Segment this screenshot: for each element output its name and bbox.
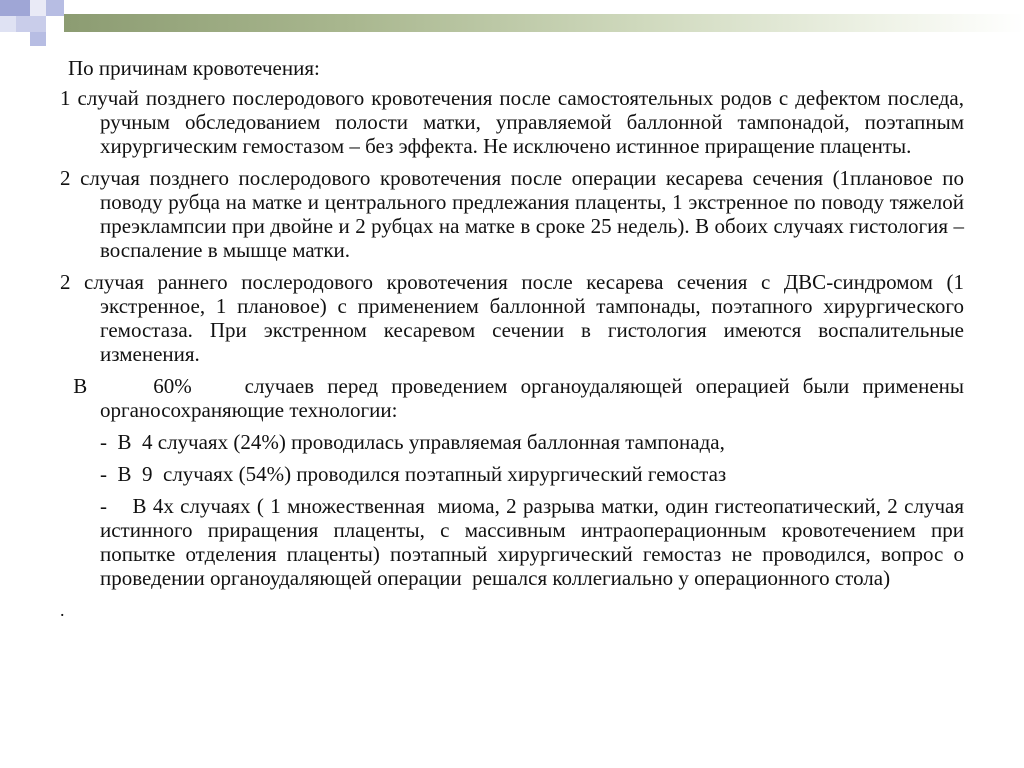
decor-square xyxy=(0,32,14,46)
trailing-dot: . xyxy=(60,600,65,620)
paragraph-case-2: 2 случая позднего послеродового кровотечения после операции кесарева сечения (1плановое по поводу рубца на матке и центрального предлежания плаценты, 1 экстренное по поводу тяжелой преэклампсии при двойне и 2 рубцах на матке в сроке 25 недель). В обоих случаях гистология – воспаление в мышце матки. xyxy=(60,166,964,262)
slide-header-decoration xyxy=(0,0,1024,44)
decor-square xyxy=(30,32,46,46)
subitem-balloon: - В 4 случаях (24%) проводилась управляемая баллонная тампонада, xyxy=(100,430,725,454)
decor-square xyxy=(16,16,46,32)
decor-square xyxy=(46,0,64,16)
paragraph-organ-sparing: В 60% случаев перед проведением органоудаляющей операцией были применены органосохраняющие технологии: xyxy=(60,374,975,422)
decor-square xyxy=(0,0,30,16)
header-gradient-bar xyxy=(64,14,1024,32)
subitem-no-hemostasis: - В 4х случаях ( 1 множественная миома, 2 разрыва матки, один гистеопатический, 2 случая истинного приращения плаценты, с массивным интраоперационным кровотечением при попытке отделения плаценты) поэтапный хирургический гемостаз не проводился, вопрос о проведении органоудаляющей операции решался коллегиально у операционного стола) xyxy=(100,494,970,590)
intro-heading: По причинам кровотечения: xyxy=(68,56,320,80)
paragraph-case-3: 2 случая раннего послеродового кровотечения после кесарева сечения с ДВС-синдромом (1 экстренное, 1 плановое) с применением баллонной тампонады, поэтапного хирургического гемостаза. При экстренном кесаревом сечении в гистология имеются воспалительные изменения. xyxy=(60,270,964,366)
paragraph-case-1: 1 случай позднего послеродового кровотечения после самостоятельных родов с дефектом последа, ручным обследованием полости матки, управляемой баллонной тампонадой, поэтапным хирургическим гемостазом – без эффекта. Не исключено истинное приращение плаценты. xyxy=(60,86,964,158)
decor-square xyxy=(0,16,16,32)
subitem-hemostasis: - В 9 случаях (54%) проводился поэтапный хирургический гемостаз xyxy=(100,462,727,486)
slide-body xyxy=(60,56,975,622)
decor-square xyxy=(30,0,46,16)
decor-square xyxy=(46,16,64,32)
